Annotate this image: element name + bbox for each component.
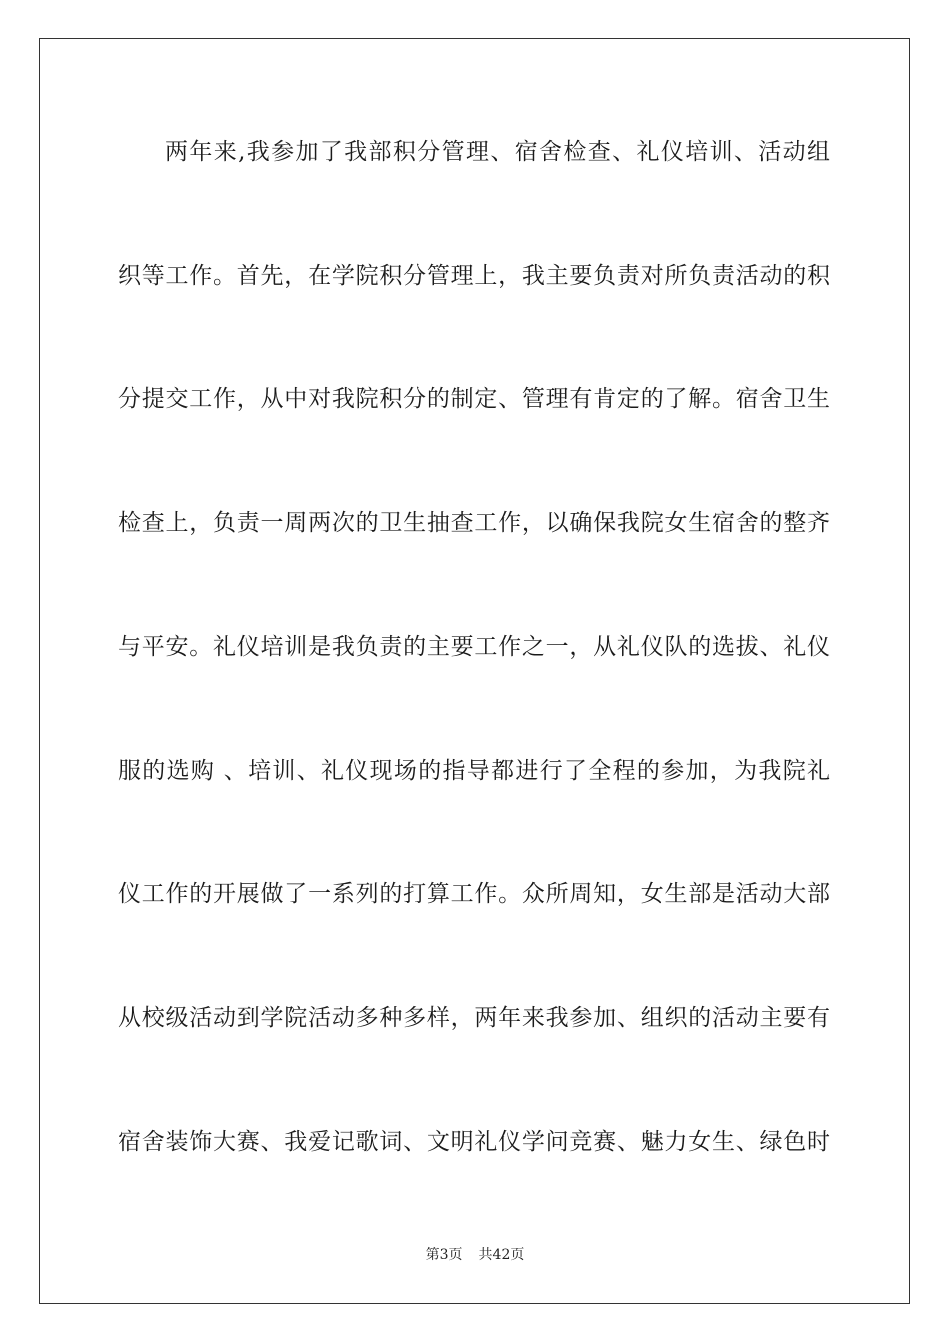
paragraph-line: 检查上，负责一周两次的卫生抽查工作，以确保我院女生宿舍的整齐 — [118, 510, 830, 536]
paragraph-line: 仪工作的开展做了一系列的打算工作。众所周知，女生部是活动大部 — [118, 881, 830, 907]
paragraph-line: 分提交工作，从中对我院积分的制定、管理有肯定的了解。宿舍卫生 — [118, 386, 830, 412]
page-border — [39, 38, 910, 1304]
paragraph-line: 宿舍装饰大赛、我爱记歌词、文明礼仪学问竞赛、魅力女生、绿色时 — [118, 1129, 830, 1155]
page-number: 第3页 — [425, 1247, 463, 1263]
page-footer — [0, 1246, 950, 1264]
paragraph-line: 服的选购 、培训、礼仪现场的指导都进行了全程的参加，为我院礼 — [118, 758, 830, 784]
paragraph-line: 织等工作。首先，在学院积分管理上，我主要负责对所负责活动的积 — [118, 263, 830, 289]
page-total: 共42页 — [478, 1247, 525, 1263]
paragraph-line: 两年来,我参加了我部积分管理、宿舍检查、礼仪培训、活动组 — [165, 139, 830, 165]
paragraph-line: 从校级活动到学院活动多种多样，两年来我参加、组织的活动主要有 — [118, 1005, 830, 1031]
paragraph-line: 与平安。礼仪培训是我负责的主要工作之一，从礼仪队的选拔、礼仪 — [118, 634, 830, 660]
